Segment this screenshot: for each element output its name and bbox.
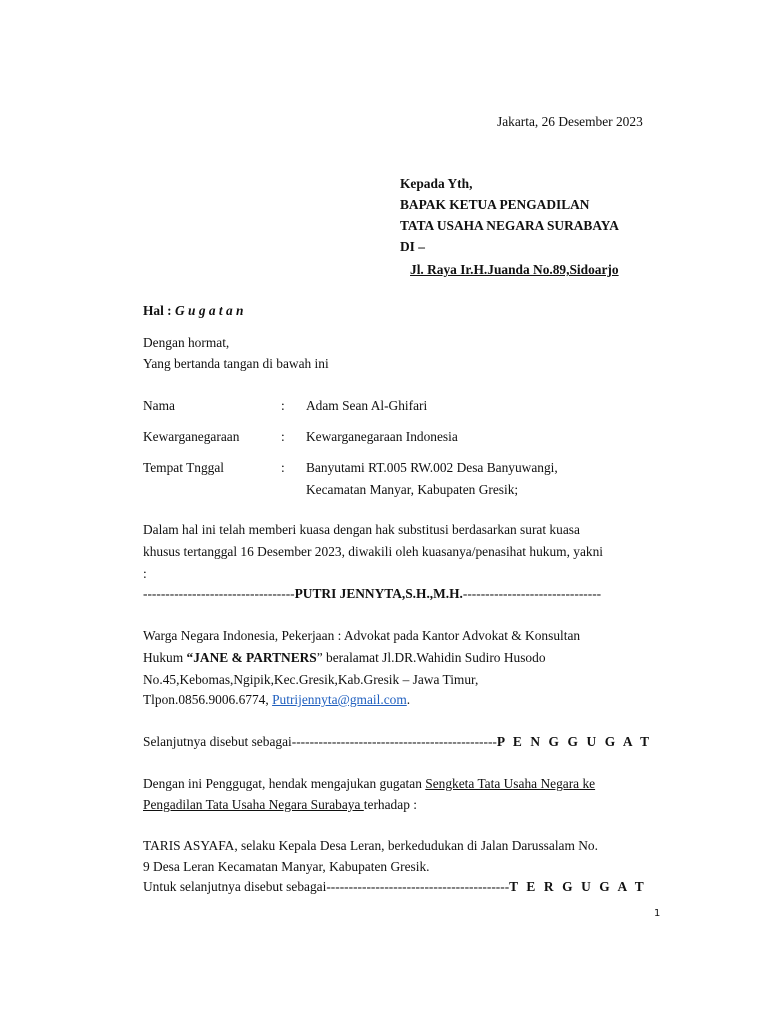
subject-line [143,301,243,321]
recipient-line-4: DI – [400,239,425,254]
text-segment: terhadap : [363,797,417,812]
identity-value: Banyutami RT.005 RW.002 Desa Banyuwangi, [306,460,558,475]
poa-line-1: Dalam hal ini telah memberi kuasa dengan hak substitusi berdasarkan surat kuasa [143,522,580,537]
defendant-line-2: 9 Desa Leran Kecamatan Manyar, Kabupaten Gresik. [143,859,430,874]
text-segment: Hukum [143,650,187,665]
text-segment: ” beralamat Jl.DR.Wahidin Sudiro Husodo [316,650,546,665]
recipient-line-3: TATA USAHA NEGARA SURABAYA [400,218,619,233]
dash-leader: ------------------------------- [462,586,602,601]
intro-text: Yang bertanda tangan di bawah ini [143,356,329,371]
identity-value: Adam Sean Al-Ghifari [306,398,428,413]
attorney-info-line-2 [143,648,546,668]
attorney-info-line-3: No.45,Kebomas,Ngipik,Kec.Gresik,Kab.Gresik – Jawa Timur, [143,672,479,687]
identity-label: Kewarganegaraan [143,429,240,444]
law-firm-name: “JANE & PARTNERS [186,650,317,665]
plaintiff-designation [143,732,660,752]
poa-line-2: khusus tertanggal 16 Desember 2023, diwakili oleh kuasanya/penasihat hukum, yakni [143,544,604,559]
text-segment: . [406,692,411,707]
dash-leader: ---------------------------------------------- [291,734,497,749]
defendant-line-1: TARIS ASYAFA, selaku Kepala Desa Leran, berkedudukan di Jalan Darussalam No. [143,838,598,853]
lawsuit-line-2 [143,795,417,815]
plaintiff-text: Selanjutnya disebut sebagai [143,734,292,749]
subject-label: Hal : [143,303,172,318]
defendant-text: Untuk selanjutnya disebut sebagai [143,879,327,894]
identity-colon: : [281,460,285,475]
attorney-info-line-1: Warga Negara Indonesia, Pekerjaan : Advokat pada Kantor Advokat & Konsultan [143,628,581,643]
page-number: 1 [654,908,661,919]
attorney-name-line [143,584,660,604]
defendant-designation [143,877,660,897]
subject-value: G u g a t a n [175,303,244,318]
attorney-name: PUTRI JENNYTA,S.H.,M.H. [294,586,463,601]
identity-colon: : [281,398,285,413]
poa-line-3: : [143,566,147,581]
place-date: Jakarta, 26 Desember 2023 [497,114,643,129]
text-segment: Dengan ini Penggugat, hendak mengajukan gugatan [143,776,426,791]
recipient-address: Jl. Raya Ir.H.Juanda No.89,Sidoarjo [410,262,619,277]
attorney-info-line-4 [143,690,410,710]
email-link[interactable]: Putrijennyta@gmail.com [272,692,407,707]
identity-colon: : [281,429,285,444]
recipient-line-2: BAPAK KETUA PENGADILAN [400,197,590,212]
phone-text: Tlpon.0856.9006.6774, [143,692,273,707]
greeting: Dengan hormat, [143,335,230,350]
court-name: Pengadilan Tata Usaha Negara Surabaya [143,797,364,812]
dash-leader: ----------------------------------------- [326,879,510,894]
lawsuit-line-1 [143,774,595,794]
dash-leader: ---------------------------------- [143,586,295,601]
identity-value-continued: Kecamatan Manyar, Kabupaten Gresik; [306,482,519,497]
dispute-type: Sengketa Tata Usaha Negara ke [425,776,596,791]
identity-label: Tempat Tnggal [143,460,224,475]
plaintiff-role: P E N G G U G A T [496,734,652,749]
recipient-line-1: Kepada Yth, [400,176,473,191]
identity-label: Nama [143,398,175,413]
defendant-role: T E R G U G A T [509,879,647,894]
identity-value: Kewarganegaraan Indonesia [306,429,458,444]
